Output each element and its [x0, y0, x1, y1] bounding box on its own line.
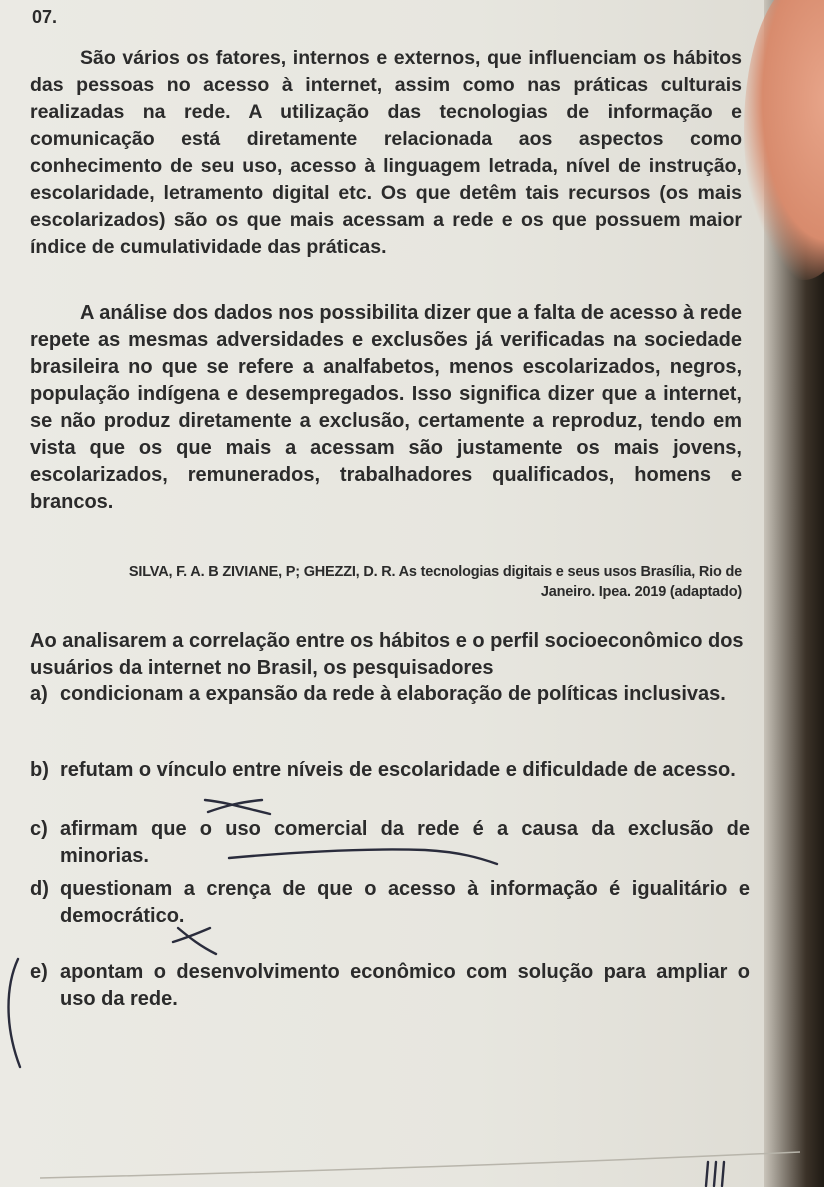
alternative-letter: c)	[30, 818, 48, 840]
pen-scratch-d	[168, 920, 228, 960]
pen-underline-c	[225, 840, 505, 870]
alternative-text: refutam o vínculo entre níveis de escolaridade e dificuldade de acesso.	[60, 759, 736, 781]
alternative-text: afirmam que o uso comercial da rede é a causa da exclusão de minorias.	[60, 818, 750, 867]
alternative-b[interactable]	[30, 757, 750, 784]
alternative-e[interactable]	[30, 959, 750, 1013]
alternative-d[interactable]	[30, 876, 750, 930]
alternative-a[interactable]	[30, 681, 750, 708]
question-number: 07.	[32, 7, 58, 27]
alternative-letter: d)	[30, 878, 49, 900]
pen-scratch-b	[200, 792, 280, 822]
question-stem: Ao analisarem a correlação entre os hábitos e o perfil socioeconômico dos usuários da internet no Brasil, os pesquisadores	[30, 630, 744, 679]
alternative-text: condicionam a expansão da rede à elaboração de políticas inclusivas.	[60, 683, 726, 705]
alternative-letter: e)	[30, 961, 48, 983]
citation	[102, 562, 742, 602]
alternative-text: apontam o desenvolvimento econômico com solução para ampliar o uso da rede.	[60, 961, 750, 1010]
page-bottom-line	[40, 1130, 800, 1180]
citation-line-2: Janeiro. Ipea. 2019 (adaptado)	[540, 584, 742, 600]
alternative-letter: b)	[30, 759, 49, 781]
citation-line-1: SILVA, F. A. B ZIVIANE, P; GHEZZI, D. R. As tecnologias digitais e seus usos Brasília, Rio de	[128, 564, 742, 580]
paragraph-1: São vários os fatores, internos e externos, que influenciam os hábitos das pessoas no acesso à internet, assim como nas práticas culturais realizadas na rede. A utilização das tecnologias de informação e comunicação está diretamente relacionada aos aspectos como conhecimento de seu uso, acesso à linguagem letrada, nível de instrução, escolaridade, letramento digital etc. Os que detêm tais recursos (os mais escolarizados) são os que mais acessam a rede e os que possuem maior índice de cumulatividade das práticas.	[30, 47, 742, 258]
paragraph-2: A análise dos dados nos possibilita dizer que a falta de acesso à rede repete as mesmas adversidades e exclusões já verificadas na sociedade brasileira no que se refere a analfabetos, menos escolarizados, negros, população indígena e desempregados. Isso significa dizer que a internet, se não produz diretamente a exclusão, certamente a reproduz, tendo em vista que os que mais a acessam são justamente os mais jovens, escolarizados, remunerados, trabalhadores qualificados, homens e brancos.	[30, 302, 742, 513]
pen-circle-e	[0, 955, 40, 1075]
alternative-text: questionam a crença de que o acesso à informação é igualitário e democrático.	[60, 878, 750, 927]
alternative-letter: a)	[30, 683, 48, 705]
